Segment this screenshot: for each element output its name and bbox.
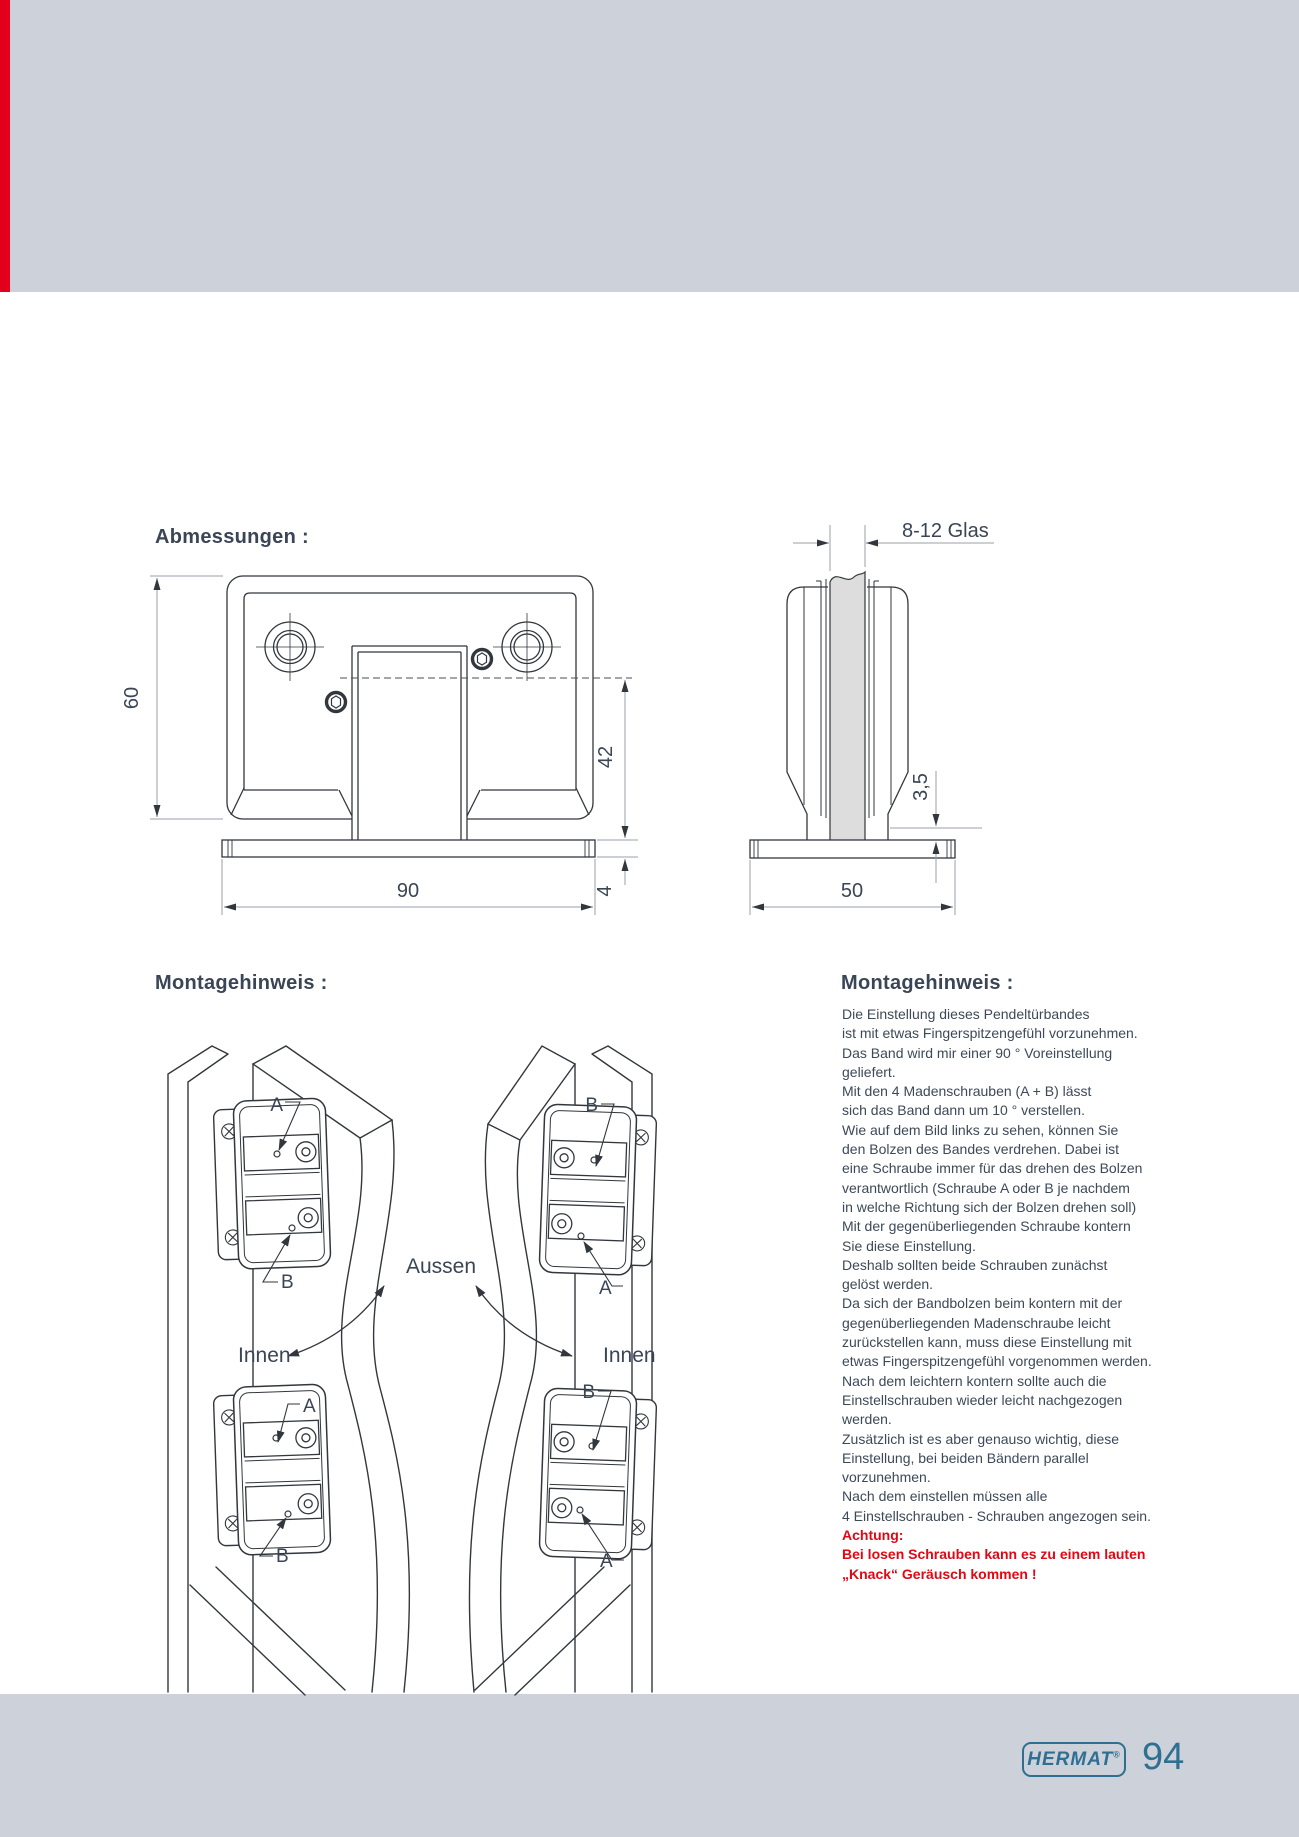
instruction-line: zurückstellen kann, muss diese Einstellung mit (842, 1334, 1132, 1351)
mounting-heading-right: Montagehinweis : (841, 972, 1014, 994)
dimensions-heading: Abmessungen : (155, 526, 309, 548)
instruction-line: gegenüberliegenden Madenschraube leicht (842, 1314, 1111, 1331)
instruction-line: geliefert. (842, 1063, 896, 1080)
dim-base-4: 4 (594, 885, 616, 897)
instruction-line: Mit den 4 Madenschrauben (A + B) lässt (842, 1083, 1092, 1100)
instruction-line: Das Band wird mir einer 90 ° Voreinstellung (842, 1044, 1113, 1061)
instruction-line: vorzunehmen. (842, 1469, 931, 1486)
instruction-line: „Knack“ Geräusch kommen ! (842, 1565, 1037, 1582)
dim-width-90: 90 (396, 880, 420, 902)
instruction-line: gelöst werden. (842, 1276, 934, 1293)
instruction-line: den Bolzen des Bandes verdrehen. Dabei ist (842, 1141, 1120, 1158)
instruction-line: Wie auf dem Bild links zu sehen, können Sie (842, 1121, 1119, 1138)
label-b-lower-left: B (276, 1546, 289, 1567)
instruction-line: Nach dem leichtern kontern sollte auch die (842, 1372, 1107, 1389)
dim-depth-50: 50 (840, 880, 864, 902)
base-plate (222, 840, 595, 857)
page-number: 94 (1142, 1736, 1185, 1778)
red-edge-tab (0, 0, 10, 292)
mounting-heading-left: Montagehinweis : (155, 972, 328, 994)
instruction-line: sich das Band dann um 10 ° verstellen. (842, 1102, 1085, 1119)
label-a-upper-left: A (270, 1095, 283, 1116)
label-b-upper-left: B (281, 1272, 294, 1293)
dim-axis-42: 42 (595, 745, 617, 769)
label-b-upper-right: B (585, 1095, 598, 1116)
label-a-upper-right: A (599, 1278, 612, 1299)
instruction-line: Achtung: (842, 1527, 904, 1544)
mounting-instructions-text (842, 1005, 1222, 1584)
mounting-illustration (120, 1040, 700, 1700)
instruction-line: etwas Fingerspitzengefühl vorgenommen werden. (842, 1353, 1152, 1370)
instruction-line: Mit der gegenüberliegenden Schraube kontern (842, 1218, 1131, 1235)
label-a-lower-left: A (303, 1396, 316, 1417)
instruction-line: Die Einstellung dieses Pendeltürbandes (842, 1006, 1090, 1022)
instruction-line: eine Schraube immer für das drehen des Bolzen (842, 1160, 1143, 1177)
instruction-line: Sie diese Einstellung. (842, 1237, 976, 1254)
hermat-logo-text: HERMAT® (1027, 1749, 1121, 1770)
dim-offset-35: 3,5 (910, 773, 932, 801)
instruction-line: 4 Einstellschrauben - Schrauben angezogen sein. (842, 1507, 1151, 1524)
header-band (0, 0, 1299, 292)
instruction-line: Da sich der Bandbolzen beim kontern mit der (842, 1295, 1123, 1312)
swing-arrows (288, 1286, 572, 1356)
hinge-plate-outline (222, 576, 595, 857)
glass-pane (830, 572, 865, 841)
front-view-drawing (120, 485, 640, 925)
dim-glass-range: 8-12 Glas (902, 520, 989, 542)
base-plate-side (750, 840, 955, 858)
label-innen-right: Innen (603, 1344, 656, 1367)
hinge-upper-right (539, 1104, 657, 1276)
registered-mark: ® (1113, 1749, 1121, 1760)
label-a-lower-right: A (600, 1551, 613, 1572)
hermat-logo (1022, 1742, 1126, 1777)
instruction-line: verantwortlich (Schraube A oder B je nachdem (842, 1179, 1130, 1196)
instruction-line: Nach dem einstellen müssen alle (842, 1488, 1048, 1505)
label-aussen: Aussen (405, 1255, 477, 1278)
instruction-line: Einstellschrauben wieder leicht nachgezogen (842, 1391, 1123, 1408)
dim-height-60: 60 (121, 686, 143, 710)
instruction-line: Einstellung, bei beiden Bändern parallel (842, 1449, 1089, 1466)
instruction-line: ist mit etwas Fingerspitzengefühl vorzunehmen. (842, 1025, 1138, 1042)
instruction-line: in welche Richtung sich der Bolzen drehen soll) (842, 1198, 1137, 1215)
hinge-upper-left (213, 1098, 331, 1270)
instruction-line: werden. (842, 1411, 892, 1428)
label-b-lower-right: B (582, 1382, 595, 1403)
side-view-drawing (630, 485, 1000, 925)
hinge-lower-right (539, 1388, 657, 1560)
label-innen-left: Innen (238, 1344, 291, 1367)
instruction-line: Zusätzlich ist es aber genauso wichtig, diese (842, 1430, 1120, 1447)
instruction-line: Deshalb sollten beide Schrauben zunächst (842, 1256, 1108, 1273)
instruction-line: Bei losen Schrauben kann es zu einem lauten (842, 1546, 1146, 1563)
